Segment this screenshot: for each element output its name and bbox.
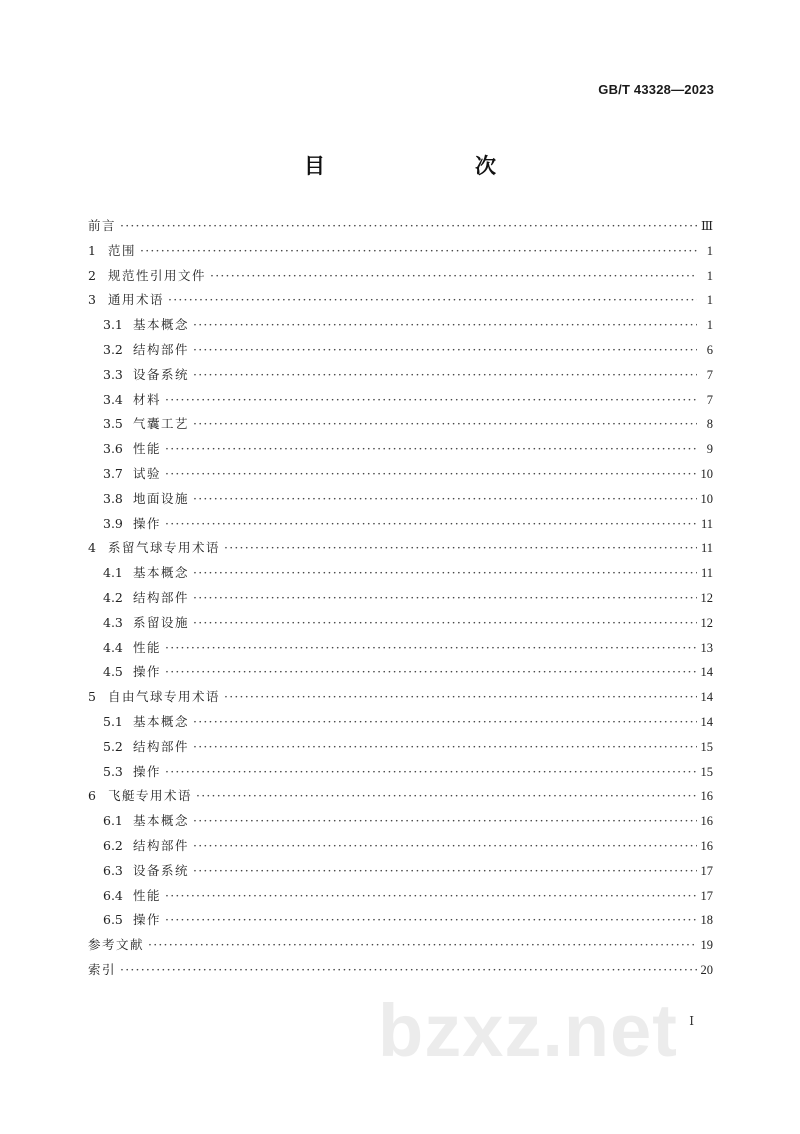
page-title: 目 次 xyxy=(304,153,532,178)
toc-entry-page: 14 xyxy=(700,690,713,705)
toc-entry-page: 19 xyxy=(700,938,713,953)
dot-leader xyxy=(224,540,697,555)
toc-entry-number: 3.1 xyxy=(103,317,123,333)
toc-entry-number: 3 xyxy=(88,292,96,308)
dot-leader xyxy=(165,640,696,655)
dot-leader xyxy=(193,416,697,431)
dot-leader xyxy=(193,813,696,828)
toc-entry-page: 10 xyxy=(700,491,713,506)
toc-entry-label: 前言 xyxy=(88,218,117,233)
toc-entry-label: 基本概念 xyxy=(133,813,190,829)
toc-entry-label: 材料 xyxy=(133,391,162,407)
dot-leader xyxy=(193,863,696,878)
toc-entry-page: 9 xyxy=(706,442,713,457)
watermark: bzxz.net xyxy=(378,989,678,1072)
toc-entry-number: 6.4 xyxy=(103,887,123,903)
toc-entry-label: 地面设施 xyxy=(133,490,190,506)
dot-leader xyxy=(148,937,696,952)
toc-entry[interactable] xyxy=(88,340,713,365)
toc-entry[interactable] xyxy=(88,762,713,787)
toc-entry-label: 基本概念 xyxy=(133,565,190,581)
dot-leader xyxy=(165,392,697,407)
toc-entry-page: 10 xyxy=(700,466,713,481)
toc-entry-number: 1 xyxy=(88,242,96,258)
toc-entry-number: 4.1 xyxy=(103,565,123,581)
toc-entry-number: 6.1 xyxy=(103,813,123,829)
toc-entry-label: 结构部件 xyxy=(133,738,190,754)
dot-leader xyxy=(165,764,696,779)
dot-leader xyxy=(165,441,697,456)
toc-entry-label: 操作 xyxy=(133,912,162,928)
toc-entry-number: 2 xyxy=(88,267,96,283)
toc-entry-label: 结构部件 xyxy=(133,837,190,853)
toc-entry-label: 性能 xyxy=(133,887,162,903)
toc-entry-page: 8 xyxy=(706,417,713,432)
toc-entry-number: 4.5 xyxy=(103,664,123,680)
dot-leader xyxy=(120,218,697,233)
toc-entry-number: 4.2 xyxy=(103,589,123,605)
toc-entry[interactable] xyxy=(88,960,713,985)
toc-entry-label: 气囊工艺 xyxy=(133,416,190,432)
dot-leader xyxy=(193,714,696,729)
toc-entry-label: 自由气球专用术语 xyxy=(108,689,221,705)
dot-leader xyxy=(196,788,696,803)
dot-leader xyxy=(165,888,696,903)
toc-entry-number: 3.4 xyxy=(103,391,123,407)
toc-entry-number: 6.2 xyxy=(103,837,123,853)
toc-entry-page: Ⅲ xyxy=(700,219,713,233)
dot-leader xyxy=(193,317,697,332)
toc-entry-page: 1 xyxy=(706,243,713,258)
toc-entry-label: 设备系统 xyxy=(133,366,190,382)
toc-entry-page: 1 xyxy=(706,318,713,333)
toc-entry-number: 5.2 xyxy=(103,738,123,754)
toc-entry-label: 飞艇专用术语 xyxy=(108,788,193,804)
standard-number: GB/T 43328—2023 xyxy=(598,82,714,97)
toc-entry-page: 1 xyxy=(706,268,713,283)
toc-entry-page: 6 xyxy=(706,342,713,357)
toc-entry-number: 3.3 xyxy=(103,366,123,382)
toc-entry-label: 基本概念 xyxy=(133,713,190,729)
toc-entry-page: 11 xyxy=(700,516,713,531)
dot-leader xyxy=(224,689,696,704)
toc-entry-page: 16 xyxy=(700,814,713,829)
toc-entry[interactable] xyxy=(88,662,713,687)
toc-entry[interactable] xyxy=(88,811,713,836)
dot-leader xyxy=(165,912,696,927)
toc-entry-page: 1 xyxy=(706,293,713,308)
toc-entry-number: 3.6 xyxy=(103,441,123,457)
dot-leader xyxy=(193,739,696,754)
toc-entry[interactable] xyxy=(88,861,713,886)
toc-entry-page: 16 xyxy=(700,838,713,853)
dot-leader xyxy=(193,565,697,580)
dot-leader xyxy=(193,491,696,506)
toc-entry-page: 15 xyxy=(700,764,713,779)
toc-entry-page: 11 xyxy=(700,566,713,581)
toc-entry-number: 5 xyxy=(88,689,96,705)
toc-entry-number: 3.8 xyxy=(103,490,123,506)
dot-leader xyxy=(140,243,697,258)
toc-entry-page: 17 xyxy=(700,888,713,903)
toc-entry-label: 系留设施 xyxy=(133,614,190,630)
dot-leader xyxy=(165,516,697,531)
toc-entry[interactable] xyxy=(88,737,713,762)
toc-entry-label: 规范性引用文件 xyxy=(108,267,207,283)
dot-leader xyxy=(168,292,697,307)
toc-entry-page: 20 xyxy=(700,962,713,977)
toc-entry-number: 6 xyxy=(88,788,96,804)
toc-entry[interactable] xyxy=(88,886,713,911)
toc-entry-label: 范围 xyxy=(108,242,137,258)
toc-entry[interactable] xyxy=(88,687,713,712)
toc-entry-number: 3.9 xyxy=(103,515,123,531)
toc-entry[interactable] xyxy=(88,514,713,539)
toc-entry-label: 性能 xyxy=(133,639,162,655)
toc-entry-label: 性能 xyxy=(133,441,162,457)
toc-entry-page: 12 xyxy=(700,615,713,630)
toc-entry-page: 12 xyxy=(700,590,713,605)
toc-entry[interactable] xyxy=(88,464,713,489)
toc-entry-page: 15 xyxy=(700,739,713,754)
dot-leader xyxy=(165,466,696,481)
toc-entry[interactable] xyxy=(88,638,713,663)
toc-entry-label: 系留气球专用术语 xyxy=(108,540,221,556)
table-of-contents xyxy=(88,216,713,985)
toc-entry[interactable] xyxy=(88,836,713,861)
toc-entry[interactable] xyxy=(88,489,713,514)
dot-leader xyxy=(193,838,696,853)
toc-entry-number: 4 xyxy=(88,540,96,556)
toc-entry-number: 6.3 xyxy=(103,862,123,878)
toc-entry[interactable] xyxy=(88,365,713,390)
toc-entry-number: 5.1 xyxy=(103,713,123,729)
toc-entry[interactable] xyxy=(88,712,713,737)
toc-entry-label: 设备系统 xyxy=(133,862,190,878)
toc-entry[interactable] xyxy=(88,241,713,266)
toc-entry[interactable] xyxy=(88,588,713,613)
toc-entry-page: 14 xyxy=(700,714,713,729)
toc-entry[interactable] xyxy=(88,935,713,960)
toc-entry-label: 基本概念 xyxy=(133,317,190,333)
toc-entry-page: 7 xyxy=(706,392,713,407)
toc-entry-page: 17 xyxy=(700,863,713,878)
toc-entry-label: 操作 xyxy=(133,664,162,680)
toc-entry[interactable] xyxy=(88,563,713,588)
dot-leader xyxy=(193,367,697,382)
toc-entry-page: 7 xyxy=(706,367,713,382)
dot-leader xyxy=(210,268,697,283)
toc-entry-number: 3.5 xyxy=(103,416,123,432)
toc-entry-number: 3.2 xyxy=(103,341,123,357)
toc-entry-label: 索引 xyxy=(88,961,117,977)
toc-entry[interactable] xyxy=(88,390,713,415)
toc-entry-page: 11 xyxy=(700,541,713,556)
toc-entry-label: 通用术语 xyxy=(108,292,165,308)
toc-entry[interactable] xyxy=(88,414,713,439)
toc-entry[interactable] xyxy=(88,290,713,315)
toc-entry-label: 参考文献 xyxy=(88,937,145,953)
toc-entry[interactable] xyxy=(88,910,713,935)
page-number: Ⅰ xyxy=(689,1014,694,1028)
toc-entry-label: 结构部件 xyxy=(133,589,190,605)
dot-leader xyxy=(165,664,696,679)
toc-entry-number: 4.4 xyxy=(103,639,123,655)
toc-entry-page: 18 xyxy=(700,913,713,928)
toc-entry[interactable] xyxy=(88,266,713,291)
dot-leader xyxy=(193,342,697,357)
dot-leader xyxy=(120,962,696,977)
toc-entry-label: 操作 xyxy=(133,515,162,531)
toc-entry-label: 操作 xyxy=(133,763,162,779)
toc-entry[interactable] xyxy=(88,786,713,811)
dot-leader xyxy=(193,590,696,605)
toc-entry-number: 5.3 xyxy=(103,763,123,779)
toc-entry-number: 3.7 xyxy=(103,465,123,481)
toc-entry-page: 14 xyxy=(700,665,713,680)
toc-entry-label: 结构部件 xyxy=(133,341,190,357)
toc-entry[interactable] xyxy=(88,439,713,464)
toc-entry[interactable] xyxy=(88,315,713,340)
toc-entry-label: 试验 xyxy=(133,465,162,481)
toc-entry[interactable] xyxy=(88,216,713,241)
dot-leader xyxy=(193,615,696,630)
toc-entry-number: 6.5 xyxy=(103,912,123,928)
toc-entry-number: 4.3 xyxy=(103,614,123,630)
toc-entry[interactable] xyxy=(88,613,713,638)
toc-entry-page: 16 xyxy=(700,789,713,804)
toc-entry[interactable] xyxy=(88,538,713,563)
toc-entry-page: 13 xyxy=(700,640,713,655)
